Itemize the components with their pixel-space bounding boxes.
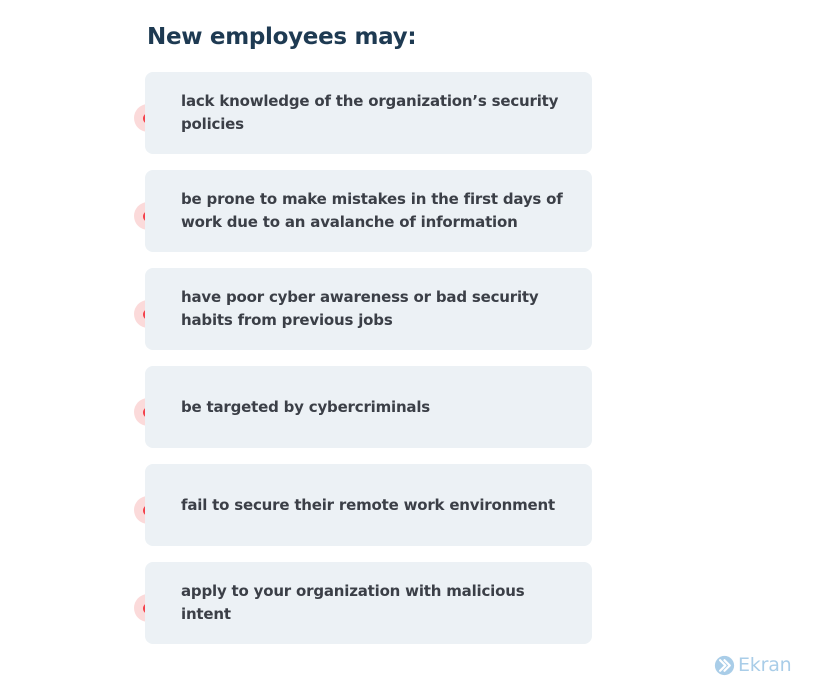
list-item-card [145,170,592,252]
risk-list [134,72,594,660]
list-item [134,170,594,252]
list-item-text: be prone to make mistakes in the first days of work due to an avalanche of information [181,190,563,231]
list-item [134,268,594,350]
list-item-card [145,72,592,154]
list-item-text: fail to secure their remote work environment [181,495,555,514]
list-item-card [145,562,592,644]
list-item [134,72,594,154]
list-item [134,366,594,448]
list-item [134,562,594,644]
list-item [134,464,594,546]
list-item-text: have poor cyber awareness or bad security habits from previous jobs [181,288,539,329]
list-item-card [145,268,592,350]
brand-name: Ekran [738,654,792,676]
list-item-text: be targeted by cybercriminals [181,397,431,416]
ekran-logo-icon [714,655,735,676]
page-title: New employees may: [147,24,417,50]
list-item-card [145,366,592,448]
brand-logo [714,654,792,676]
list-item-text: lack knowledge of the organization’s security policies [181,92,559,133]
list-item-text: apply to your organization with malicious intent [181,582,525,623]
list-item-card [145,464,592,546]
